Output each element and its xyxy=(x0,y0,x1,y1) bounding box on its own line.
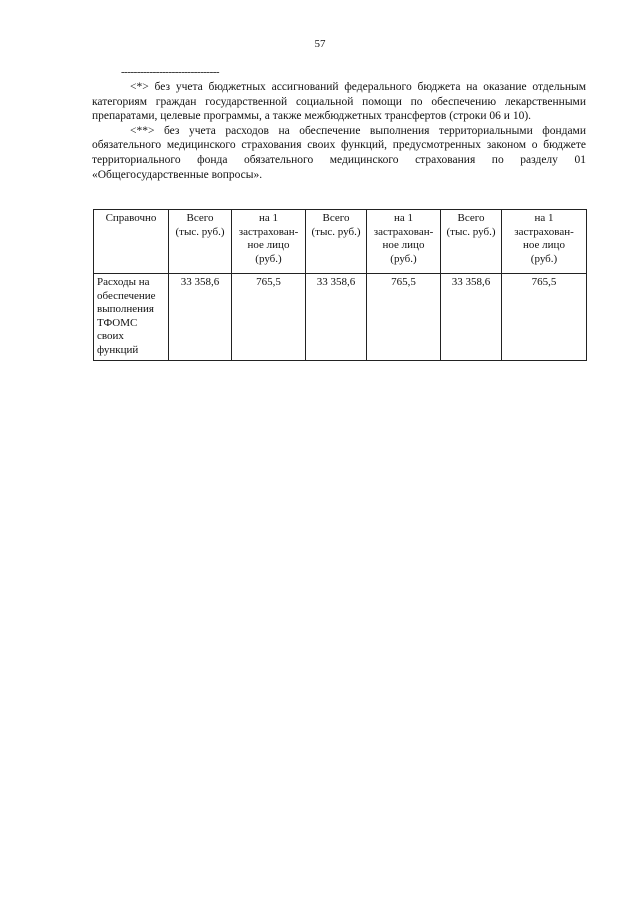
cell-total-3: 33 358,6 xyxy=(441,274,502,361)
header-per-insured-3 xyxy=(502,210,587,274)
header-line: ное лицо xyxy=(247,239,290,251)
header-line: Всего xyxy=(186,212,214,224)
header-line: застрахован- xyxy=(514,225,574,238)
footnotes-block xyxy=(92,80,586,182)
header-line: (руб.) xyxy=(530,252,558,265)
header-line: (тыс. руб.) xyxy=(311,225,361,238)
footnote-2: <**> без учета расходов на обеспечение выполнения территориальными фондами обязательного медицинского страхования своих функций, предусмотренных законом о бюджете территориального фонда обязательного медицинского страхования по разделу 01 «Общегосударственные вопросы». xyxy=(92,124,586,181)
page-number: 57 xyxy=(314,38,326,50)
header-line: Всего xyxy=(457,212,485,224)
header-line: ное лицо xyxy=(523,239,565,251)
table-row xyxy=(94,274,587,361)
cell-per-insured-2: 765,5 xyxy=(367,274,441,361)
row-label xyxy=(94,274,169,361)
table-header-row xyxy=(94,210,587,274)
header-total-2 xyxy=(306,210,367,274)
row-label-line: своих xyxy=(97,330,124,342)
footnote-1: <*> без учета бюджетных ассигнований федерального бюджета на оказание отдельным категориям граждан государственной социальной помощи по обеспечению лекарственными препаратами, целевые программы, а также межбюджетных трансфертов (строки 06 и 10). xyxy=(92,81,586,123)
cell-total-2: 33 358,6 xyxy=(306,274,367,361)
footnote-separator: ------------------------------- xyxy=(121,66,220,78)
row-label-line: ТФОМС xyxy=(97,316,138,329)
header-line: на 1 xyxy=(534,212,554,224)
header-line: застрахован- xyxy=(238,225,299,238)
header-total-3 xyxy=(441,210,502,274)
header-line: Всего xyxy=(322,212,350,224)
row-label-line: обеспечение xyxy=(97,289,156,302)
row-label-line: выполнения xyxy=(97,303,154,315)
cell-per-insured-1: 765,5 xyxy=(232,274,306,361)
header-line: на 1 xyxy=(393,212,414,224)
header-line: ное лицо xyxy=(382,239,425,251)
header-total-1 xyxy=(169,210,232,274)
cell-total-1: 33 358,6 xyxy=(169,274,232,361)
header-line: (руб.) xyxy=(390,252,417,265)
header-per-insured-1 xyxy=(232,210,306,274)
reference-table xyxy=(93,209,587,361)
cell-per-insured-3: 765,5 xyxy=(502,274,587,361)
header-line: (тыс. руб.) xyxy=(175,225,225,238)
header-line: (руб.) xyxy=(255,252,282,265)
header-line: (тыс. руб.) xyxy=(446,225,496,238)
header-per-insured-2 xyxy=(367,210,441,274)
row-label-line: функций xyxy=(97,343,139,356)
header-line: на 1 xyxy=(258,212,279,224)
header-line: застрахован- xyxy=(373,225,434,238)
row-label-line: Расходы на xyxy=(97,276,150,288)
header-reference: Справочно xyxy=(94,210,169,274)
